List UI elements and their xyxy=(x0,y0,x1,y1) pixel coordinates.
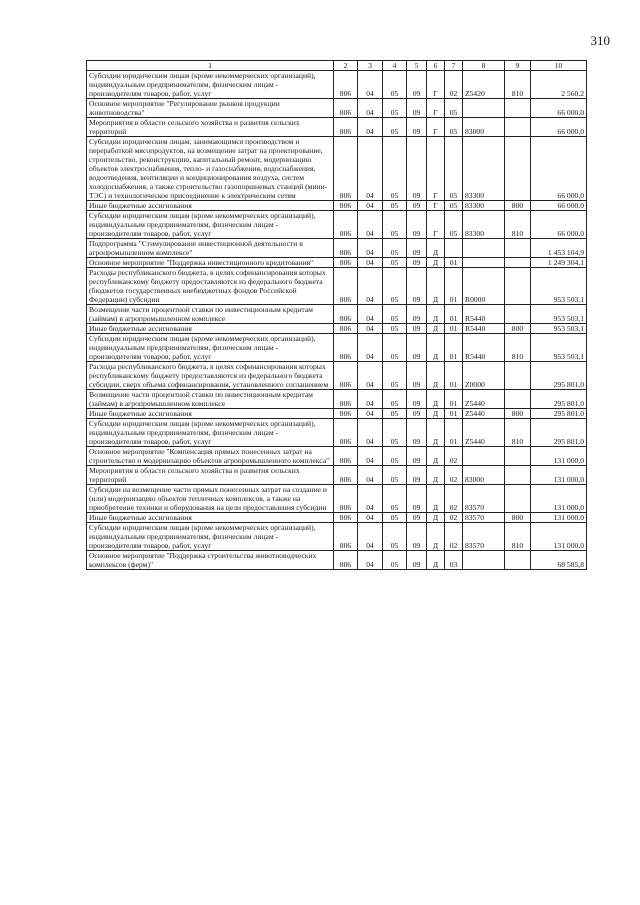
row-name: Иные бюджетные ассигнования xyxy=(87,324,334,334)
col-activity: 01 xyxy=(445,419,463,447)
col-program: 09 xyxy=(407,201,427,211)
col-ministry: 806 xyxy=(334,137,358,201)
col-target-article: Z5440 xyxy=(463,409,505,419)
col-amount: 295 801,0 xyxy=(531,409,587,419)
row-name: Возмещение части процентной ставки по инвестиционным кредитам (займам) в агропромышленном комплексе xyxy=(87,305,334,324)
table-row xyxy=(87,99,587,118)
header-cell: 3 xyxy=(358,61,383,71)
col-ministry: 806 xyxy=(334,362,358,390)
table-row xyxy=(87,258,587,268)
row-name: Субсидии юридическим лицам, занимающимся производством и переработкой мясопродуктов, на возмещение затрат на проектирование, строительство, реконструкцию, капитальный ремонт, модернизацию объектов электроснабжения, тепло- и газоснабжения, водоснабжения, водоотведения, вентиляции и кондиционирования воздуха, систем холодоснабжения, а также строительство газопоршневых станций (мини-ТЭС) и технологическое присоединение к электрическим сетям xyxy=(87,137,334,201)
col-section: 04 xyxy=(358,419,383,447)
col-expense-type xyxy=(505,258,531,268)
col-ministry: 806 xyxy=(334,513,358,523)
col-amount: 953 503,1 xyxy=(531,334,587,362)
col-amount: 131 000,0 xyxy=(531,447,587,466)
col-subprogram: Д xyxy=(427,513,445,523)
row-name: Иные бюджетные ассигнования xyxy=(87,201,334,211)
col-program: 09 xyxy=(407,305,427,324)
table-row xyxy=(87,390,587,409)
col-program: 09 xyxy=(407,466,427,485)
row-name: Основное мероприятие "Поддержка строительства животноводческих комплексов (ферм)" xyxy=(87,551,334,570)
col-amount: 66 000,0 xyxy=(531,118,587,137)
col-expense-type xyxy=(505,239,531,258)
col-activity: 01 xyxy=(445,334,463,362)
table-row xyxy=(87,523,587,551)
row-name: Мероприятия в области сельского хозяйства и развития сельских территорий xyxy=(87,118,334,137)
col-section: 04 xyxy=(358,258,383,268)
row-name: Субсидии юридическим лицам (кроме некоммерческих организаций), индивидуальным предпринимателям, физическим лицам - производителям товаров, работ, услуг xyxy=(87,71,334,99)
col-subsection: 05 xyxy=(383,137,407,201)
col-ministry: 806 xyxy=(334,409,358,419)
col-subprogram: Г xyxy=(427,211,445,239)
col-expense-type: 810 xyxy=(505,419,531,447)
col-target-article: 83000 xyxy=(463,118,505,137)
col-target-article: 83300 xyxy=(463,201,505,211)
col-expense-type xyxy=(505,447,531,466)
col-subsection: 05 xyxy=(383,258,407,268)
table-row xyxy=(87,268,587,305)
col-program: 09 xyxy=(407,409,427,419)
table-row xyxy=(87,211,587,239)
table-row xyxy=(87,419,587,447)
col-subsection: 05 xyxy=(383,211,407,239)
header-cell: 1 xyxy=(87,61,334,71)
header-cell: 10 xyxy=(531,61,587,71)
row-name: Расходы республиканского бюджета, в целях софинансирования которых республиканскому бюджету предоставляются из федерального бюджета (бюджетов государственных внебюджетных фондов Российской Федерации) субсидии xyxy=(87,268,334,305)
col-expense-type: 810 xyxy=(505,211,531,239)
table-row xyxy=(87,409,587,419)
col-activity: 01 xyxy=(445,362,463,390)
row-name: Иные бюджетные ассигнования xyxy=(87,409,334,419)
col-amount: 953 503,1 xyxy=(531,324,587,334)
col-ministry: 806 xyxy=(334,99,358,118)
col-amount: 1 249 304,1 xyxy=(531,258,587,268)
row-name: Расходы республиканского бюджета, в целях софинансирования которых республиканскому бюджету предоставляются из федерального бюджета субсидии, сверх объема софинансирования, установленного соглашением xyxy=(87,362,334,390)
col-program: 09 xyxy=(407,523,427,551)
col-subprogram: Д xyxy=(427,268,445,305)
col-ministry: 806 xyxy=(334,551,358,570)
col-program: 09 xyxy=(407,419,427,447)
col-activity: 05 xyxy=(445,211,463,239)
col-target-article: R5440 xyxy=(463,324,505,334)
col-subsection: 05 xyxy=(383,409,407,419)
row-name: Субсидии на возмещение части прямых понесенных затрат на создание и (или) модернизацию объектов тепличных комплексов, а также на приобретение техники и оборудования на цели предоставления субсидии xyxy=(87,485,334,513)
col-expense-type xyxy=(505,390,531,409)
table-row xyxy=(87,447,587,466)
col-ministry: 806 xyxy=(334,447,358,466)
table-row xyxy=(87,485,587,513)
col-section: 04 xyxy=(358,390,383,409)
col-target-article: Z5440 xyxy=(463,390,505,409)
col-program: 09 xyxy=(407,211,427,239)
col-activity: 05 xyxy=(445,99,463,118)
col-amount: 131 000,0 xyxy=(531,523,587,551)
row-name: Основное мероприятие "Регулирование рынков продукции животноводства" xyxy=(87,99,334,118)
table-row xyxy=(87,362,587,390)
col-expense-type xyxy=(505,137,531,201)
col-ministry: 806 xyxy=(334,419,358,447)
col-ministry: 806 xyxy=(334,268,358,305)
col-amount: 66 000,0 xyxy=(531,99,587,118)
col-ministry: 806 xyxy=(334,485,358,513)
col-program: 09 xyxy=(407,324,427,334)
col-section: 04 xyxy=(358,409,383,419)
col-subsection: 05 xyxy=(383,99,407,118)
col-program: 09 xyxy=(407,239,427,258)
col-expense-type xyxy=(505,485,531,513)
col-ministry: 806 xyxy=(334,71,358,99)
col-expense-type: 800 xyxy=(505,409,531,419)
table-row xyxy=(87,324,587,334)
col-target-article: Z0000 xyxy=(463,362,505,390)
col-subsection: 05 xyxy=(383,551,407,570)
col-subprogram: Д xyxy=(427,334,445,362)
header-cell: 6 xyxy=(427,61,445,71)
col-expense-type xyxy=(505,551,531,570)
col-amount: 131 000,0 xyxy=(531,485,587,513)
col-amount: 953 503,1 xyxy=(531,305,587,324)
page-number: 310 xyxy=(590,33,610,48)
col-subprogram: Г xyxy=(427,99,445,118)
col-target-article xyxy=(463,551,505,570)
col-ministry: 806 xyxy=(334,523,358,551)
col-amount: 295 801,0 xyxy=(531,390,587,409)
table-row xyxy=(87,513,587,523)
col-subsection: 05 xyxy=(383,362,407,390)
table-row xyxy=(87,201,587,211)
col-target-article xyxy=(463,239,505,258)
col-subprogram: Д xyxy=(427,409,445,419)
col-expense-type xyxy=(505,99,531,118)
table-row xyxy=(87,551,587,570)
col-target-article: 83300 xyxy=(463,211,505,239)
col-subsection: 05 xyxy=(383,71,407,99)
col-amount: 295 801,0 xyxy=(531,419,587,447)
col-subprogram: Д xyxy=(427,523,445,551)
col-amount: 2 560,2 xyxy=(531,71,587,99)
col-section: 04 xyxy=(358,305,383,324)
header-cell: 2 xyxy=(334,61,358,71)
col-ministry: 806 xyxy=(334,305,358,324)
row-name: Основное мероприятие "Компенсация прямых понесенных затрат на строительство и модернизацию объектов агропромышленного комплекса" xyxy=(87,447,334,466)
col-section: 04 xyxy=(358,118,383,137)
col-target-article xyxy=(463,99,505,118)
col-amount: 66 000,0 xyxy=(531,137,587,201)
col-program: 09 xyxy=(407,99,427,118)
col-subprogram: Д xyxy=(427,466,445,485)
col-expense-type: 800 xyxy=(505,201,531,211)
col-target-article: Z5420 xyxy=(463,71,505,99)
row-name: Возмещение части процентной ставки по инвестиционным кредитам (займам) в агропромышленном комплексе xyxy=(87,390,334,409)
col-program: 09 xyxy=(407,71,427,99)
row-name: Субсидии юридическим лицам (кроме некоммерческих организаций), индивидуальным предпринимателям, физическим лицам - производителям товаров, работ, услуг xyxy=(87,523,334,551)
col-subprogram: Д xyxy=(427,447,445,466)
header-cell: 4 xyxy=(383,61,407,71)
col-subsection: 05 xyxy=(383,324,407,334)
col-program: 09 xyxy=(407,551,427,570)
col-expense-type xyxy=(505,268,531,305)
col-subsection: 05 xyxy=(383,334,407,362)
row-name: Основное мероприятие "Поддержка инвестиционного кредитования" xyxy=(87,258,334,268)
col-ministry: 806 xyxy=(334,324,358,334)
col-section: 04 xyxy=(358,485,383,513)
row-name: Подпрограмма "Стимулирование инвестиционной деятельности в агропромышленном комплексе" xyxy=(87,239,334,258)
col-program: 09 xyxy=(407,268,427,305)
col-subsection: 05 xyxy=(383,466,407,485)
col-ministry: 806 xyxy=(334,211,358,239)
col-target-article: 83570 xyxy=(463,513,505,523)
col-expense-type xyxy=(505,305,531,324)
col-target-article: Z5440 xyxy=(463,419,505,447)
row-name: Субсидии юридическим лицам (кроме некоммерческих организаций), индивидуальным предпринимателям, физическим лицам - производителям товаров, работ, услуг xyxy=(87,334,334,362)
col-activity: 02 xyxy=(445,466,463,485)
col-section: 04 xyxy=(358,551,383,570)
col-ministry: 806 xyxy=(334,390,358,409)
col-subsection: 05 xyxy=(383,268,407,305)
col-subprogram: Д xyxy=(427,390,445,409)
col-subprogram: Г xyxy=(427,201,445,211)
header-cell: 7 xyxy=(445,61,463,71)
col-subsection: 05 xyxy=(383,201,407,211)
col-section: 04 xyxy=(358,523,383,551)
col-subsection: 05 xyxy=(383,485,407,513)
col-activity: 01 xyxy=(445,390,463,409)
col-activity: 01 xyxy=(445,324,463,334)
col-subprogram: Д xyxy=(427,551,445,570)
col-section: 04 xyxy=(358,268,383,305)
col-ministry: 806 xyxy=(334,334,358,362)
col-program: 09 xyxy=(407,118,427,137)
row-name: Субсидии юридическим лицам (кроме некоммерческих организаций), индивидуальным предпринимателям, физическим лицам - производителям товаров, работ, услуг xyxy=(87,419,334,447)
col-ministry: 806 xyxy=(334,258,358,268)
col-target-article: 83300 xyxy=(463,137,505,201)
col-amount: 68 585,8 xyxy=(531,551,587,570)
header-cell: 9 xyxy=(505,61,531,71)
col-amount: 66 000,0 xyxy=(531,201,587,211)
col-subprogram: Д xyxy=(427,258,445,268)
col-expense-type: 800 xyxy=(505,324,531,334)
col-amount: 295 801,0 xyxy=(531,362,587,390)
col-activity: 02 xyxy=(445,71,463,99)
col-subprogram: Д xyxy=(427,362,445,390)
col-expense-type xyxy=(505,118,531,137)
col-expense-type xyxy=(505,466,531,485)
table-row xyxy=(87,239,587,258)
col-activity: 03 xyxy=(445,551,463,570)
col-section: 04 xyxy=(358,239,383,258)
col-section: 04 xyxy=(358,334,383,362)
col-program: 09 xyxy=(407,390,427,409)
table-row xyxy=(87,137,587,201)
col-expense-type xyxy=(505,362,531,390)
table-row xyxy=(87,118,587,137)
col-subsection: 05 xyxy=(383,513,407,523)
col-section: 04 xyxy=(358,99,383,118)
col-target-article xyxy=(463,258,505,268)
col-subprogram: Д xyxy=(427,485,445,513)
col-activity: 02 xyxy=(445,485,463,513)
col-section: 04 xyxy=(358,137,383,201)
col-target-article: 83570 xyxy=(463,523,505,551)
row-name: Субсидии юридическим лицам (кроме некоммерческих организаций), индивидуальным предпринимателям, физическим лицам - производителям товаров, работ, услуг xyxy=(87,211,334,239)
col-activity: 02 xyxy=(445,447,463,466)
col-ministry: 806 xyxy=(334,466,358,485)
col-activity: 02 xyxy=(445,513,463,523)
col-ministry: 806 xyxy=(334,239,358,258)
col-amount: 1 453 104,9 xyxy=(531,239,587,258)
col-ministry: 806 xyxy=(334,201,358,211)
col-section: 04 xyxy=(358,466,383,485)
col-program: 09 xyxy=(407,362,427,390)
col-activity: 01 xyxy=(445,305,463,324)
col-subsection: 05 xyxy=(383,305,407,324)
header-cell: 8 xyxy=(463,61,505,71)
col-section: 04 xyxy=(358,513,383,523)
col-subprogram: Г xyxy=(427,71,445,99)
header-cell: 5 xyxy=(407,61,427,71)
col-subprogram: Д xyxy=(427,305,445,324)
col-target-article: 83570 xyxy=(463,485,505,513)
col-target-article: R5440 xyxy=(463,305,505,324)
col-program: 09 xyxy=(407,258,427,268)
col-activity: 05 xyxy=(445,118,463,137)
col-section: 04 xyxy=(358,362,383,390)
col-section: 04 xyxy=(358,324,383,334)
col-subsection: 05 xyxy=(383,390,407,409)
col-expense-type: 810 xyxy=(505,334,531,362)
col-target-article: R0000 xyxy=(463,268,505,305)
col-section: 04 xyxy=(358,201,383,211)
col-section: 04 xyxy=(358,71,383,99)
table-row xyxy=(87,71,587,99)
col-expense-type: 810 xyxy=(505,523,531,551)
col-subprogram: Г xyxy=(427,137,445,201)
col-subsection: 05 xyxy=(383,419,407,447)
col-activity xyxy=(445,239,463,258)
col-activity: 01 xyxy=(445,258,463,268)
col-amount: 131 000,0 xyxy=(531,466,587,485)
col-subprogram: Д xyxy=(427,324,445,334)
col-section: 04 xyxy=(358,211,383,239)
col-program: 09 xyxy=(407,447,427,466)
col-subsection: 05 xyxy=(383,523,407,551)
col-subprogram: Д xyxy=(427,239,445,258)
header-row xyxy=(87,61,587,71)
col-subsection: 05 xyxy=(383,447,407,466)
col-program: 09 xyxy=(407,513,427,523)
col-program: 09 xyxy=(407,137,427,201)
col-subprogram: Д xyxy=(427,419,445,447)
col-subprogram: Г xyxy=(427,118,445,137)
row-name: Мероприятия в области сельского хозяйства и развития сельских территорий xyxy=(87,466,334,485)
table-row xyxy=(87,334,587,362)
col-program: 09 xyxy=(407,485,427,513)
col-target-article: R5440 xyxy=(463,334,505,362)
col-activity: 01 xyxy=(445,268,463,305)
budget-table xyxy=(86,60,587,570)
col-subsection: 05 xyxy=(383,239,407,258)
col-expense-type: 810 xyxy=(505,71,531,99)
col-activity: 01 xyxy=(445,409,463,419)
col-amount: 131 000,0 xyxy=(531,513,587,523)
col-amount: 66 000,0 xyxy=(531,211,587,239)
col-activity: 05 xyxy=(445,201,463,211)
col-target-article xyxy=(463,447,505,466)
table-row xyxy=(87,305,587,324)
row-name: Иные бюджетные ассигнования xyxy=(87,513,334,523)
col-program: 09 xyxy=(407,334,427,362)
col-amount: 953 503,1 xyxy=(531,268,587,305)
col-ministry: 806 xyxy=(334,118,358,137)
col-subsection: 05 xyxy=(383,118,407,137)
col-target-article: 83000 xyxy=(463,466,505,485)
col-activity: 05 xyxy=(445,137,463,201)
col-expense-type: 800 xyxy=(505,513,531,523)
col-activity: 02 xyxy=(445,523,463,551)
table-row xyxy=(87,466,587,485)
col-section: 04 xyxy=(358,447,383,466)
